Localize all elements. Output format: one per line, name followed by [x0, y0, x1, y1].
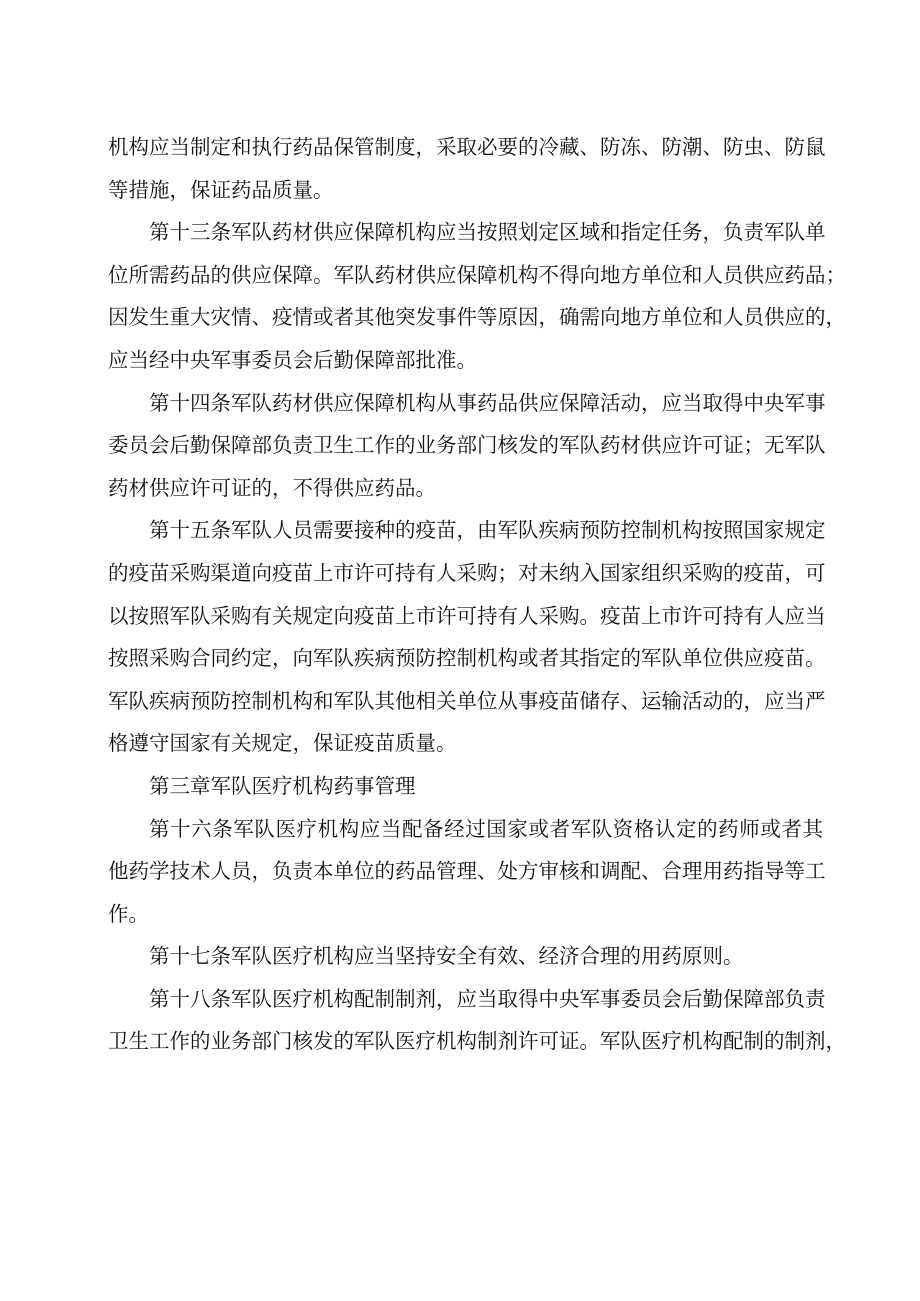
text-line: 等措施，保证药品质量。 — [108, 177, 334, 202]
text-line: 委员会后勤保障部负责卫生工作的业务部门核发的军队药材供应许可证；无军队 — [108, 433, 826, 458]
text-line: 他药学技术人员，负责本单位的药品管理、处方审核和调配、合理用药指导等工 — [108, 859, 826, 884]
text-line: 第十八条军队医疗机构配制制剂，应当取得中央军事委员会后勤保障部负责 — [149, 986, 826, 1011]
paragraph-article-17 — [108, 935, 823, 978]
paragraph-article-13 — [108, 211, 846, 381]
text-line: 按照采购合同约定，向军队疾病预防控制机构或者其指定的军队单位供应疫苗。 — [108, 646, 826, 671]
text-line: 因发生重大灾情、疫情或者其他突发事件等原因，确需向地方单位和人员供应的， — [108, 305, 846, 330]
paragraph-storage-continuation — [108, 126, 826, 211]
text-line: 格遵守国家有关规定，保证疫苗质量。 — [108, 731, 457, 756]
text-line: 军队疾病预防控制机构和军队其他相关单位从事疫苗储存、运输活动的，应当严 — [108, 688, 826, 713]
chapter-title: 第三章军队医疗机构药事管理 — [149, 773, 416, 798]
paragraph-article-15 — [108, 509, 826, 765]
text-line: 药材供应许可证的，不得供应药品。 — [108, 475, 436, 500]
text-line: 第十六条军队医疗机构应当配备经过国家或者军队资格认定的药师或者其 — [149, 816, 823, 841]
paragraph-article-18 — [108, 978, 846, 1063]
text-line: 作。 — [108, 901, 149, 926]
paragraph-article-14 — [108, 382, 826, 510]
text-line: 第十四条军队药材供应保障机构从事药品供应保障活动，应当取得中央军事 — [149, 390, 826, 415]
text-line: 第十三条军队药材供应保障机构应当按照划定区域和指定任务，负责军队单 — [149, 220, 826, 245]
chapter-3-heading — [108, 765, 823, 808]
text-line: 应当经中央军事委员会后勤保障部批准。 — [108, 347, 477, 372]
text-line: 第十五条军队人员需要接种的疫苗，由军队疾病预防控制机构按照国家规定 — [149, 518, 826, 543]
text-line: 第十七条军队医疗机构应当坚持安全有效、经济合理的用药原则。 — [149, 944, 744, 969]
text-line: 以按照军队采购有关规定向疫苗上市许可持有人采购。疫苗上市许可持有人应当 — [108, 603, 826, 628]
text-line: 的疫苗采购渠道向疫苗上市许可持有人采购；对未纳入国家组织采购的疫苗，可 — [108, 560, 826, 585]
text-line: 卫生工作的业务部门核发的军队医疗机构制剂许可证。军队医疗机构配制的制剂， — [108, 1029, 846, 1054]
paragraph-article-16 — [108, 808, 826, 936]
text-line: 位所需药品的供应保障。军队药材供应保障机构不得向地方单位和人员供应药品； — [108, 262, 846, 287]
document-body — [108, 126, 846, 1063]
text-line: 机构应当制定和执行药品保管制度，采取必要的冷藏、防冻、防潮、防虫、防鼠 — [108, 135, 826, 159]
